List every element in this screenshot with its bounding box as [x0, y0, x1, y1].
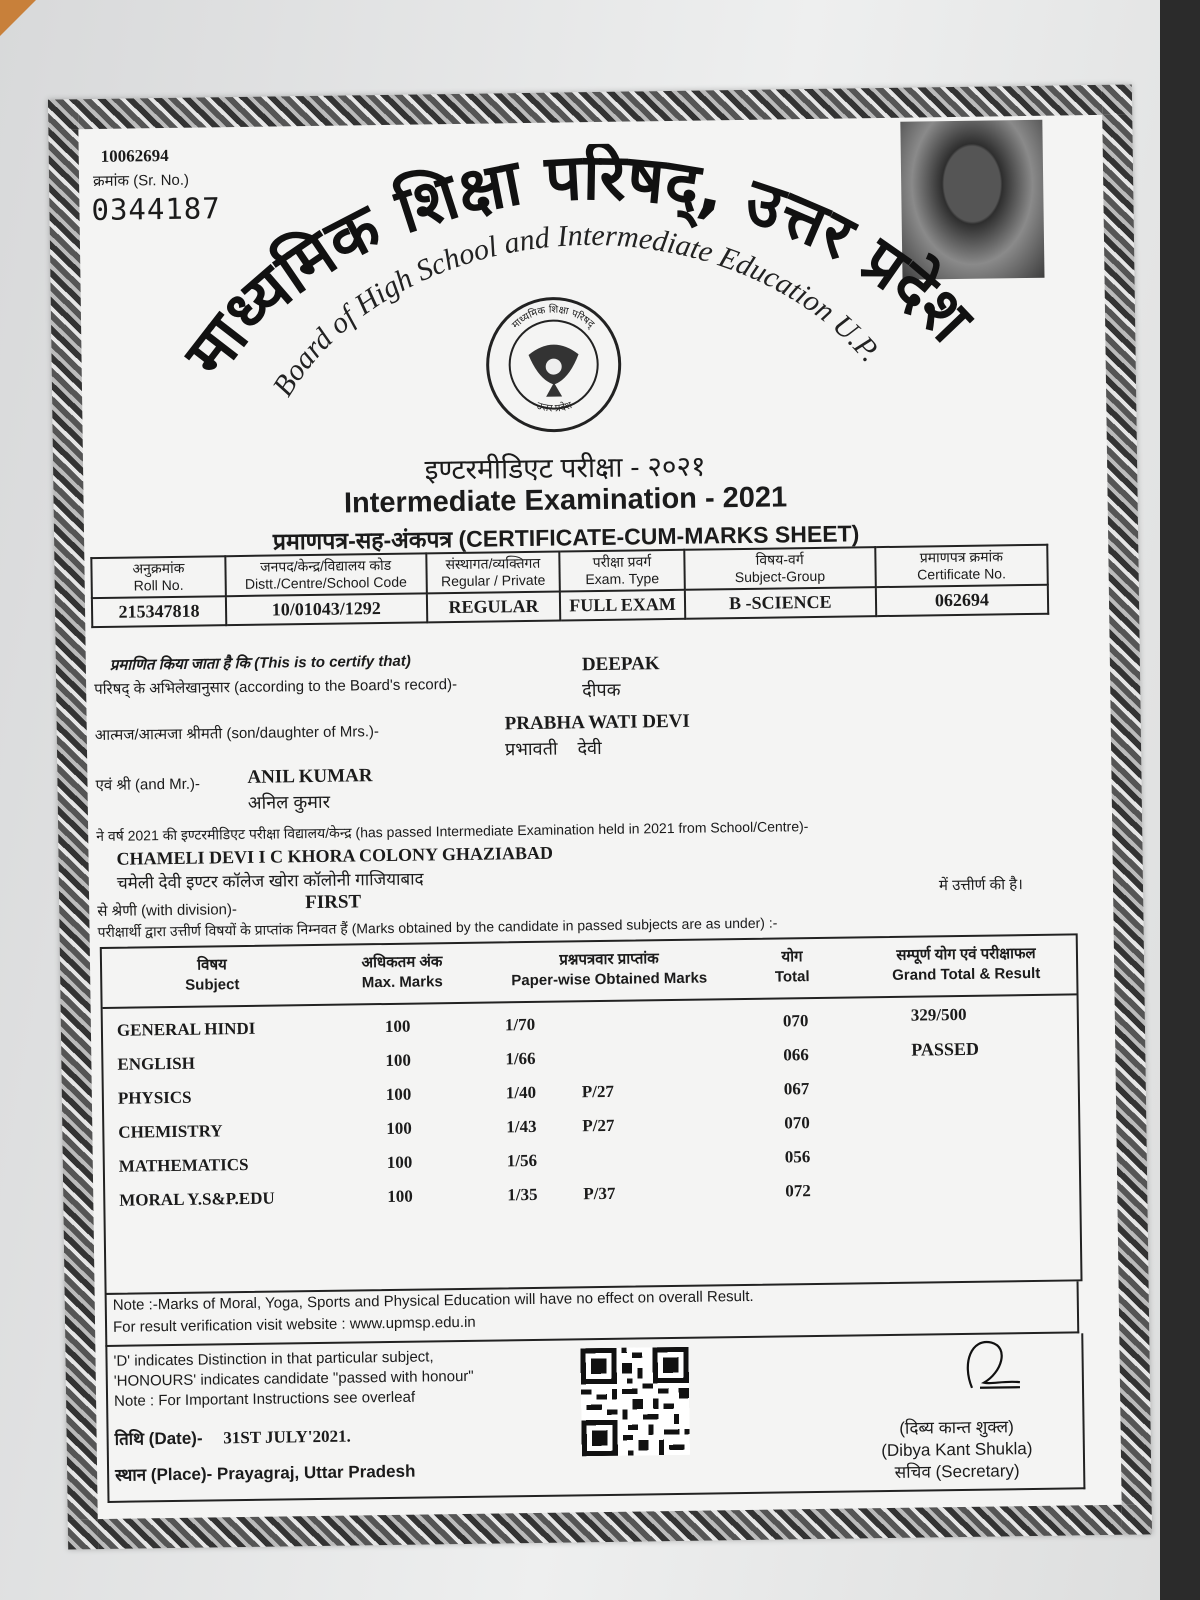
- date-row: [114, 1424, 351, 1450]
- subject-header: विषय Subject: [185, 956, 240, 994]
- subject-group: B -SCIENCE: [685, 587, 877, 619]
- subject-name: ENGLISH: [117, 1053, 196, 1074]
- info-header-cell: अनुक्रमांक Roll No.: [91, 556, 225, 598]
- total-marks: 056: [784, 1147, 811, 1167]
- emblem-bottom-text: उत्तर प्रदेश: [535, 400, 574, 415]
- grand-total: 329/500: [910, 1004, 967, 1025]
- background-edge: [1160, 0, 1200, 1600]
- honours-note: 'HONOURS' indicates candidate "passed with honour": [113, 1367, 474, 1390]
- mother-label: आत्मज/आत्मजा श्रीमती (son/daughter of Mrs.)-: [94, 723, 380, 745]
- roll-no: 215347818: [92, 596, 226, 627]
- max-marks: 100: [385, 1084, 412, 1105]
- emblem-top-text: माध्यमिक शिक्षा परिषद्: [510, 304, 597, 332]
- paper-marks-header: प्रश्नपत्रवार प्राप्तांक Paper-wise Obtained Marks: [511, 950, 708, 990]
- division-label: से श्रेणी (with division)-: [97, 901, 238, 921]
- background-corner: [0, 0, 36, 36]
- issue-place: Prayagraj, Uttar Pradesh: [216, 1461, 416, 1484]
- info-header-cell: परीक्षा प्रवर्ग Exam. Type: [560, 550, 685, 592]
- grand-total-header: सम्पूर्ण योग एवं परीक्षाफल Grand Total & Result: [892, 944, 1041, 984]
- certificate-no: 062694: [876, 585, 1049, 616]
- info-header-cell: प्रमाणपत्र क्रमांक Certificate No.: [875, 545, 1048, 587]
- total-marks: 070: [784, 1113, 810, 1133]
- max-marks: 100: [387, 1186, 413, 1207]
- max-marks: 100: [386, 1118, 412, 1139]
- candidate-name: DEEPAK: [581, 653, 660, 676]
- certificate-title: प्रमाणपत्र-सह-अंकपत्र (CERTIFICATE-CUM-MARKS SHEET): [272, 520, 860, 555]
- school-code: 10/01043/1292: [226, 593, 427, 625]
- certify-intro: प्रमाणित किया जाता है कि (This is to certify that): [109, 652, 411, 674]
- secretary-role: सचिव (Secretary): [894, 1461, 1020, 1482]
- subject-name: MATHEMATICS: [118, 1154, 249, 1176]
- document-body: [82, 119, 1117, 1515]
- passed-suffix: में उत्तीर्ण की है।: [938, 876, 1023, 895]
- record-label: परिषद् के अभिलेखानुसार (according to the Board's record)-: [94, 675, 458, 699]
- subject-name: PHYSICS: [117, 1087, 192, 1108]
- mother-name-hindi: प्रभावती देवी: [504, 737, 602, 760]
- father-label: एवं श्री (and Mr.)-: [95, 775, 201, 795]
- practical-marks: P/27: [582, 1115, 615, 1136]
- secretary-name-hindi: (दिब्य कान्त शुक्ल): [899, 1417, 1014, 1438]
- total-marks: 070: [782, 1011, 809, 1031]
- max-marks-header: अधिकतम अंक Max. Marks: [361, 953, 443, 992]
- verification-qr-code: [575, 1347, 694, 1457]
- total-marks: 072: [785, 1181, 811, 1201]
- board-title-english: Board of High School and Intermediate Education U.P.: [266, 218, 887, 402]
- marks-table-header: [102, 935, 1077, 1009]
- date-label: तिथि (Date)-: [114, 1428, 203, 1449]
- secretary-block: [856, 1416, 1057, 1485]
- father-name: ANIL KUMAR: [247, 765, 373, 788]
- total-header: योग Total: [774, 948, 810, 986]
- max-marks: 100: [386, 1152, 413, 1173]
- school-name-hindi: चमेली देवी इण्टर कॉलेज खोरा कॉलोनी गाजियाबाद: [116, 869, 424, 893]
- place-label: स्थान (Place)-: [115, 1464, 213, 1485]
- secretary-name: (Dibya Kant Shukla): [881, 1439, 1033, 1461]
- info-header-cell: संस्थागत/व्यक्तिगत Regular / Private: [426, 552, 560, 594]
- max-marks: 100: [384, 1016, 411, 1037]
- info-header-cell: जनपद/केन्द्र/विद्यालय कोड Distt./Centre/School Code: [225, 553, 426, 596]
- marks-intro: परीक्षार्थी द्वारा उत्तीर्ण विषयों के प्राप्तांक निम्नवत हैं (Marks obtained by the candidate in passed subjects are as under) :-: [97, 914, 778, 941]
- father-name-hindi: अनिल कुमार: [247, 791, 331, 813]
- total-marks: 066: [783, 1045, 809, 1065]
- practical-marks: P/27: [581, 1081, 615, 1102]
- board-emblem: [483, 294, 625, 436]
- place-row: [115, 1459, 416, 1486]
- instructions-note: Note : For Important Instructions see overleaf: [113, 1388, 416, 1410]
- marks-table: [100, 933, 1083, 1295]
- paper-marks: 1/35: [507, 1184, 538, 1205]
- paper-marks: 1/70: [504, 1014, 536, 1035]
- school-name: CHAMELI DEVI I C KHORA COLONY GHAZIABAD: [116, 842, 554, 869]
- practical-marks: P/37: [583, 1183, 616, 1204]
- subject-name: MORAL Y.S&P.EDU: [119, 1188, 275, 1210]
- paper-marks: 1/66: [505, 1048, 536, 1069]
- total-marks: 067: [783, 1079, 810, 1099]
- issue-date: 31ST JULY'2021.: [223, 1426, 351, 1448]
- exam-type: FULL EXAM: [560, 590, 685, 621]
- division-value: FIRST: [305, 891, 362, 914]
- serial-top: 10062694: [100, 145, 169, 166]
- subject-name: CHEMISTRY: [118, 1121, 223, 1142]
- secretary-signature: [931, 1332, 1052, 1404]
- exam-title-english: Intermediate Examination - 2021: [343, 481, 788, 520]
- paper-marks: 1/43: [506, 1116, 537, 1137]
- board-title-hindi: माध्यमिक शिक्षा परिषद्, उत्तर प्रदेश: [171, 140, 986, 391]
- max-marks: 100: [385, 1050, 412, 1071]
- info-header-cell: विषय-वर्ग Subject-Group: [684, 547, 876, 590]
- sr-no-value: 0344187: [91, 191, 221, 228]
- exam-title-hindi: इण्टरमीडिएट परीक्षा - २०२१: [424, 450, 706, 486]
- distinction-note: 'D' indicates Distinction in that particular subject,: [113, 1348, 434, 1370]
- moral-note: Note :-Marks of Moral, Yoga, Sports and Physical Education will have no effect on overall Result.: [112, 1287, 754, 1314]
- paper-marks: 1/56: [506, 1150, 538, 1171]
- verification-note: For result verification visit website : www.upmsp.edu.in: [112, 1313, 476, 1336]
- regular-private: REGULAR: [426, 592, 560, 623]
- result-status: PASSED: [911, 1038, 980, 1060]
- candidate-info-table: [90, 544, 1049, 628]
- subject-name: GENERAL HINDI: [116, 1018, 256, 1040]
- marksheet-document: [48, 85, 1152, 1550]
- candidate-name-hindi: दीपक: [582, 679, 621, 701]
- paper-marks: 1/40: [505, 1082, 537, 1103]
- sr-no-label: क्रमांक (Sr. No.): [92, 171, 190, 191]
- passed-statement: ने वर्ष 2021 की इण्टरमीडिएट परीक्षा विद्यालय/केन्द्र (has passed Intermediate Examination held in 2021 from School/Centre)-: [96, 818, 809, 845]
- mother-name: PRABHA WATI DEVI: [504, 710, 690, 735]
